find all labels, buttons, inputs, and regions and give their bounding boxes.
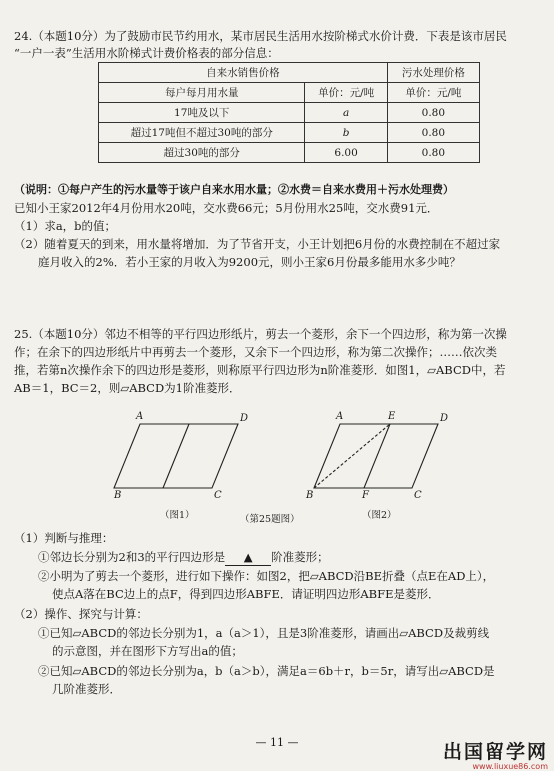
fig2-label-e: E <box>388 411 396 422</box>
sewage-price-cell: 0.80 <box>387 123 479 143</box>
fig2-outline <box>314 424 438 488</box>
fig2-caption: （图2） <box>362 510 397 521</box>
figure-diagrams <box>0 408 554 524</box>
tap-price-cell: b <box>305 123 387 143</box>
usage-range-cell: 超过17吨但不超过30吨的部分 <box>99 123 305 143</box>
water-price-table <box>98 62 480 163</box>
q25-part2-a-line1: ①已知▱ABCD的邻边长分别为1，a（a＞1），且是3阶准菱形，请画出▱ABCD及裁剪线 <box>38 626 490 640</box>
fig2-fold-line-be <box>314 424 390 488</box>
q24-stem-line2: “一户一表”生活用水阶梯式计费价格表的部分信息： <box>14 46 279 60</box>
q25-part2-heading: （2）操作、探究与计算： <box>14 607 148 621</box>
fig1-cut-line <box>163 424 189 488</box>
fig2-label-b: B <box>306 490 314 501</box>
usage-range-cell: 超过30吨的部分 <box>99 143 305 163</box>
q24-part2-line1: （2）随着夏天的到来，用水量将增加．为了节省开支，小王计划把6月份的水费控制在不超过家 <box>14 237 501 251</box>
q24-part1: （1）求a，b的值； <box>14 219 117 233</box>
fig2-label-c: C <box>414 490 422 501</box>
fig1-label-b: B <box>114 490 122 501</box>
q24-note: （说明：①每户产生的污水量等于该户自来水用水量；②水费＝自来水费用＋污水处理费） <box>14 183 454 196</box>
q24-part2-line2: 庭月收入的2%．若小王家的月收入为9200元，则小王家6月份最多能用水多少吨？ <box>38 255 461 269</box>
q25-part2-b-line2: 几阶准菱形． <box>52 682 121 696</box>
q25-part1-a-suffix: 阶准菱形； <box>271 550 329 564</box>
q24-stem-line1: 24.（本题10分）为了鼓励市民节约用水，某市居民生活用水按阶梯式水价计费．下表是该市居民 <box>14 29 507 43</box>
fig2-label-d: D <box>440 413 449 424</box>
q25-part1-heading: （1）判断与推理： <box>14 531 114 545</box>
watermark-url: www.liuxue86.com <box>472 762 548 771</box>
tap-price-cell: 6.00 <box>305 143 387 163</box>
fig1-label-d: D <box>240 413 249 424</box>
q25-stem-line2: 作；在余下的四边形纸片中再剪去一个菱形，又余下一个四边形，称为第二次操作；……依次类 <box>14 345 497 359</box>
q25-stem-line4: AB＝1，BC＝2，则▱ABCD为1阶准菱形． <box>14 381 241 395</box>
table-row <box>99 143 480 163</box>
q25-part1-b-line2: 使点A落在BC边上的点F，得到四边形ABFE．请证明四边形ABFE是菱形． <box>52 587 440 601</box>
q25-part2-b-line1: ②已知▱ABCD的邻边长分别为a，b（a＞b），满足a＝6b＋r，b＝5r，请写出▱ABCD是 <box>38 664 495 678</box>
q25-stem-line1: 25.（本题10分）邻边不相等的平行四边形纸片，剪去一个菱形，余下一个四边形，称为第一次操 <box>14 327 507 341</box>
q25-figures <box>0 408 554 524</box>
table-row <box>99 103 480 123</box>
fig2-label-a: A <box>336 411 344 422</box>
answer-blank: ▲ <box>225 549 271 566</box>
header-sewage-price: 污水处理价格 <box>387 63 479 83</box>
fig1-label-a: A <box>136 411 144 422</box>
site-watermark <box>443 742 548 771</box>
figure-1-parallelogram <box>114 424 238 488</box>
q25-part1-a-text: ①邻边长分别为2和3的平行四边形是 <box>38 550 226 564</box>
watermark-title: 出国留学网 <box>442 741 548 763</box>
q24-given: 已知小王家2012年4月份用水20吨，交水费66元；5月份用水25吨，交水费91元． <box>14 201 439 215</box>
q25-part1-b-line1: ②小明为了剪去一个菱形，进行如下操作：如图2，把▱ABCD沿BE折叠（点E在AD上）， <box>38 569 495 583</box>
fig1-label-c: C <box>214 490 222 501</box>
page-number: — 11 — <box>255 736 299 749</box>
fig2-line-ef <box>364 424 390 488</box>
header-monthly-usage: 每户每月用水量 <box>99 83 305 103</box>
q25-stem-line3: 推，若第n次操作余下的四边形是菱形，则称原平行四边形为n阶准菱形．如图1，▱ABCD中，若 <box>14 363 506 377</box>
header-unit-price-tap: 单价：元/吨 <box>305 83 387 103</box>
q25-part2-a-line2: 的示意图，并在图形下方写出a的值； <box>52 644 243 658</box>
fig1-caption: （图1） <box>160 510 195 521</box>
q25-part1-a <box>38 549 329 566</box>
figure-caption: （第25题图） <box>240 514 300 525</box>
fig2-label-f: F <box>362 490 369 501</box>
tap-price-cell: a <box>305 103 387 123</box>
usage-range-cell: 17吨及以下 <box>99 103 305 123</box>
header-tap-water-price: 自来水销售价格 <box>99 63 388 83</box>
sewage-price-cell: 0.80 <box>387 103 479 123</box>
sewage-price-cell: 0.80 <box>387 143 479 163</box>
table-row <box>99 123 480 143</box>
header-unit-price-sewage: 单价：元/吨 <box>387 83 479 103</box>
figure-2-parallelogram <box>314 424 438 488</box>
